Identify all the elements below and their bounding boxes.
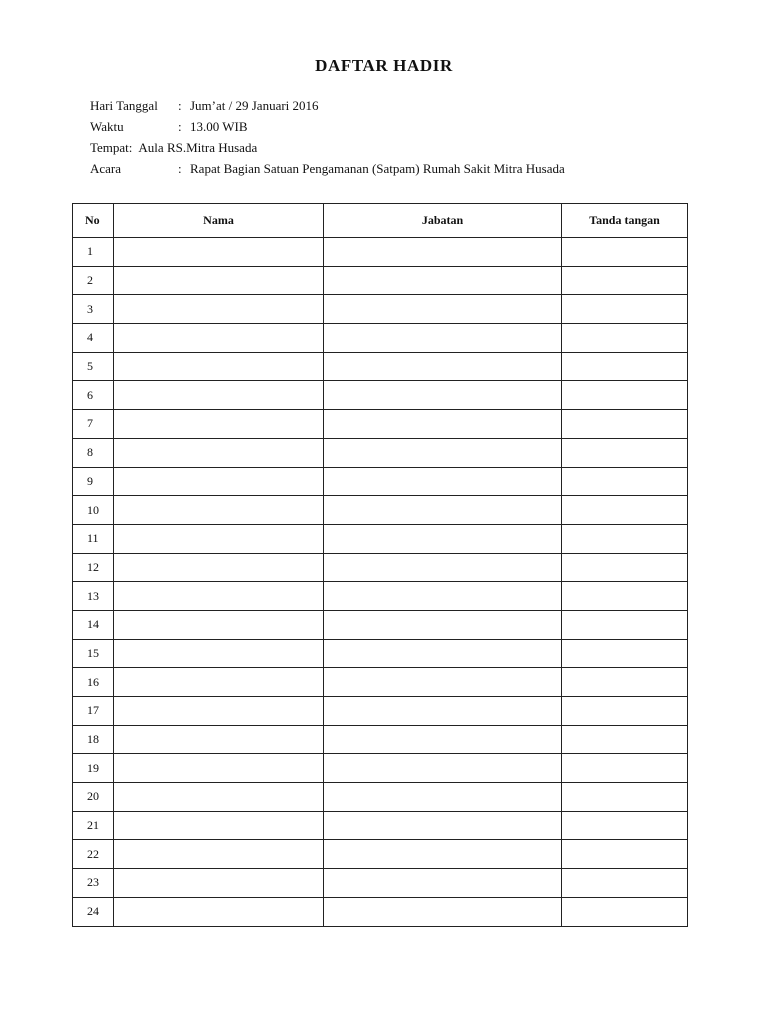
tanda-tangan-cell[interactable]: [562, 496, 688, 525]
row-number-cell: 11: [73, 524, 114, 553]
row-number-cell: 17: [73, 697, 114, 726]
tanda-tangan-cell[interactable]: [562, 840, 688, 869]
row-number-cell: 20: [73, 783, 114, 812]
table-row: [73, 639, 688, 668]
tanda-tangan-cell[interactable]: [562, 869, 688, 898]
jabatan-cell[interactable]: [324, 410, 562, 439]
jabatan-cell[interactable]: [324, 668, 562, 697]
nama-cell[interactable]: [114, 811, 324, 840]
tanda-tangan-cell[interactable]: [562, 668, 688, 697]
row-number-cell: 7: [73, 410, 114, 439]
tanda-tangan-cell[interactable]: [562, 897, 688, 926]
row-number-cell: 13: [73, 582, 114, 611]
row-number-cell: 18: [73, 725, 114, 754]
nama-cell[interactable]: [114, 410, 324, 439]
tanda-tangan-cell[interactable]: [562, 725, 688, 754]
jabatan-cell[interactable]: [324, 352, 562, 381]
table-row: [73, 266, 688, 295]
tanda-tangan-cell[interactable]: [562, 238, 688, 267]
info-label: Hari Tanggal: [90, 98, 158, 113]
table-row: [73, 754, 688, 783]
info-label: Acara: [90, 161, 122, 176]
nama-cell[interactable]: [114, 324, 324, 353]
nama-cell[interactable]: [114, 754, 324, 783]
nama-cell[interactable]: [114, 610, 324, 639]
tanda-tangan-cell[interactable]: [562, 754, 688, 783]
nama-cell[interactable]: [114, 496, 324, 525]
table-row: [73, 410, 688, 439]
jabatan-cell[interactable]: [324, 496, 562, 525]
row-number-cell: 9: [73, 467, 114, 496]
tanda-tangan-cell[interactable]: [562, 524, 688, 553]
nama-cell[interactable]: [114, 840, 324, 869]
nama-cell[interactable]: [114, 467, 324, 496]
nama-cell[interactable]: [114, 668, 324, 697]
row-number-cell: 6: [73, 381, 114, 410]
tanda-tangan-cell[interactable]: [562, 553, 688, 582]
tanda-tangan-cell[interactable]: [562, 438, 688, 467]
table-row: [73, 467, 688, 496]
table-row: [73, 783, 688, 812]
jabatan-cell[interactable]: [324, 610, 562, 639]
jabatan-cell[interactable]: [324, 697, 562, 726]
tanda-tangan-cell[interactable]: [562, 610, 688, 639]
row-number-cell: 15: [73, 639, 114, 668]
table-row: [73, 610, 688, 639]
row-number-cell: 4: [73, 324, 114, 353]
nama-cell[interactable]: [114, 524, 324, 553]
table-row: [73, 496, 688, 525]
nama-cell[interactable]: [114, 266, 324, 295]
row-number-cell: 19: [73, 754, 114, 783]
table-row: [73, 295, 688, 324]
row-number-cell: 14: [73, 610, 114, 639]
row-number-cell: 2: [73, 266, 114, 295]
tanda-tangan-cell[interactable]: [562, 811, 688, 840]
tanda-tangan-cell[interactable]: [562, 467, 688, 496]
jabatan-cell[interactable]: [324, 725, 562, 754]
nama-cell[interactable]: [114, 553, 324, 582]
header-nama: Nama: [114, 204, 324, 238]
nama-cell[interactable]: [114, 352, 324, 381]
header-jabatan: Jabatan: [324, 204, 562, 238]
info-label: Waktu: [90, 119, 124, 134]
row-number-cell: 24: [73, 897, 114, 926]
info-hari-tanggal: [90, 95, 565, 116]
tanda-tangan-cell[interactable]: [562, 697, 688, 726]
attendance-table: [72, 203, 688, 927]
info-value: 13.00 WIB: [190, 119, 248, 134]
row-number-cell: 22: [73, 840, 114, 869]
nama-cell[interactable]: [114, 639, 324, 668]
info-acara: [90, 158, 565, 179]
table-row: [73, 352, 688, 381]
jabatan-cell[interactable]: [324, 467, 562, 496]
tanda-tangan-cell[interactable]: [562, 783, 688, 812]
table-row: [73, 668, 688, 697]
table-row: [73, 869, 688, 898]
jabatan-cell[interactable]: [324, 754, 562, 783]
jabatan-cell[interactable]: [324, 869, 562, 898]
row-number-cell: 10: [73, 496, 114, 525]
header-no: No: [73, 204, 114, 238]
jabatan-cell[interactable]: [324, 553, 562, 582]
nama-cell[interactable]: [114, 295, 324, 324]
jabatan-cell[interactable]: [324, 524, 562, 553]
jabatan-cell[interactable]: [324, 438, 562, 467]
table-row: [73, 582, 688, 611]
row-number-cell: 12: [73, 553, 114, 582]
info-colon: :: [178, 161, 182, 176]
table-row: [73, 381, 688, 410]
nama-cell[interactable]: [114, 238, 324, 267]
info-tempat: [90, 137, 565, 158]
jabatan-cell[interactable]: [324, 897, 562, 926]
tanda-tangan-cell[interactable]: [562, 352, 688, 381]
table-row: [73, 553, 688, 582]
row-number-cell: 5: [73, 352, 114, 381]
nama-cell[interactable]: [114, 582, 324, 611]
jabatan-cell[interactable]: [324, 582, 562, 611]
info-colon: :: [178, 98, 182, 113]
table-row: [73, 238, 688, 267]
table-row: [73, 697, 688, 726]
tanda-tangan-cell[interactable]: [562, 295, 688, 324]
tanda-tangan-cell[interactable]: [562, 381, 688, 410]
info-value: Jum’at / 29 Januari 2016: [190, 98, 319, 113]
info-colon: :: [178, 119, 182, 134]
nama-cell[interactable]: [114, 869, 324, 898]
row-number-cell: 8: [73, 438, 114, 467]
table-header-row: [73, 204, 688, 238]
nama-cell[interactable]: [114, 438, 324, 467]
tanda-tangan-cell[interactable]: [562, 639, 688, 668]
table-row: [73, 524, 688, 553]
jabatan-cell[interactable]: [324, 266, 562, 295]
jabatan-cell[interactable]: [324, 324, 562, 353]
tanda-tangan-cell[interactable]: [562, 410, 688, 439]
row-number-cell: 21: [73, 811, 114, 840]
jabatan-cell[interactable]: [324, 840, 562, 869]
info-value: Aula RS.Mitra Husada: [138, 140, 258, 155]
jabatan-cell[interactable]: [324, 295, 562, 324]
nama-cell[interactable]: [114, 897, 324, 926]
row-number-cell: 16: [73, 668, 114, 697]
table-row: [73, 811, 688, 840]
row-number-cell: 3: [73, 295, 114, 324]
row-number-cell: 1: [73, 238, 114, 267]
tanda-tangan-cell[interactable]: [562, 582, 688, 611]
jabatan-cell[interactable]: [324, 381, 562, 410]
header-tanda-tangan: Tanda tangan: [562, 204, 688, 238]
table-row: [73, 897, 688, 926]
meeting-info: [90, 95, 565, 179]
jabatan-cell[interactable]: [324, 639, 562, 668]
table-row: [73, 840, 688, 869]
nama-cell[interactable]: [114, 725, 324, 754]
table-row: [73, 725, 688, 754]
nama-cell[interactable]: [114, 783, 324, 812]
jabatan-cell[interactable]: [324, 238, 562, 267]
info-label: Tempat:: [90, 140, 133, 155]
tanda-tangan-cell[interactable]: [562, 324, 688, 353]
nama-cell[interactable]: [114, 697, 324, 726]
table-row: [73, 324, 688, 353]
jabatan-cell[interactable]: [324, 811, 562, 840]
table-row: [73, 438, 688, 467]
jabatan-cell[interactable]: [324, 783, 562, 812]
info-waktu: [90, 116, 565, 137]
tanda-tangan-cell[interactable]: [562, 266, 688, 295]
document-title: DAFTAR HADIR: [315, 56, 453, 75]
row-number-cell: 23: [73, 869, 114, 898]
nama-cell[interactable]: [114, 381, 324, 410]
info-value: Rapat Bagian Satuan Pengamanan (Satpam) Rumah Sakit Mitra Husada: [190, 161, 565, 176]
